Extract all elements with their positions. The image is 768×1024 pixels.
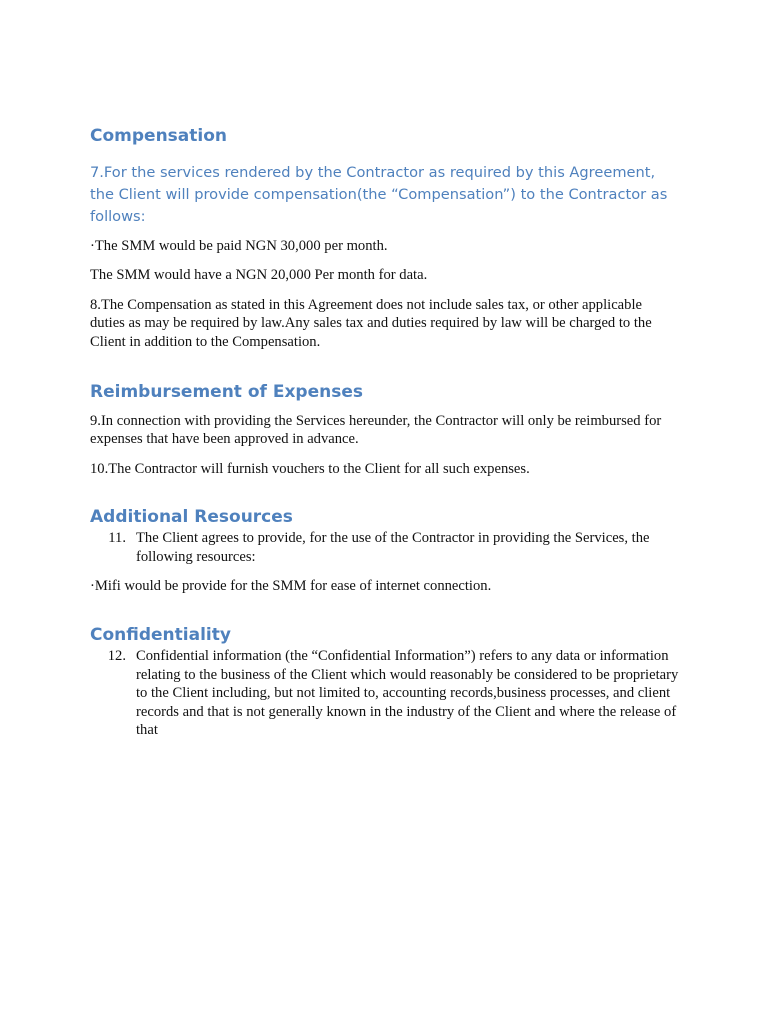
additional-resources-heading: Additional Resources bbox=[90, 507, 293, 528]
clause-number: 12. bbox=[107, 648, 126, 665]
resources-mifi: ·Mifi would be provide for the SMM for ease of internet connection. bbox=[90, 578, 492, 595]
document-page bbox=[90, 124, 680, 751]
clause-number: 11. bbox=[108, 530, 126, 547]
clause-text: The Client agrees to provide, for the use of the Contractor in providing the Services, the following resources: bbox=[136, 530, 650, 565]
compensation-clause-7: 7.For the services rendered by the Contractor as required by this Agreement, the Client will provide compensation(the “Compensation”) to the Contractor as follows: bbox=[90, 164, 668, 225]
compensation-heading: Compensation bbox=[90, 126, 227, 146]
confidentiality-clause-12 bbox=[90, 647, 680, 739]
resources-clause-11 bbox=[90, 529, 680, 566]
compensation-data-allowance: The SMM would have a NGN 20,000 Per month for data. bbox=[90, 267, 428, 284]
confidentiality-heading: Confidentiality bbox=[90, 625, 231, 646]
compensation-monthly-pay: ·The SMM would be paid NGN 30,000 per month. bbox=[90, 238, 388, 254]
clause-text: Confidential information (the “Confidential Information”) refers to any data or information relating to the business of the Client which would reasonably be considered to be proprietary to the Client including, but not limited to, accounting records,business processes, and client records and that is not generally known in the industry of the Client and where the release of that bbox=[136, 648, 679, 739]
reimbursement-heading: Reimbursement of Expenses bbox=[90, 382, 363, 403]
reimbursement-clause-9: 9.In connection with providing the Services hereunder, the Contractor will only be reimbursed for expenses that have been approved in advance. bbox=[90, 413, 662, 448]
compensation-clause-8: 8.The Compensation as stated in this Agreement does not include sales tax, or other applicable duties as may be required by law.Any sales tax and duties required by law will be charged to the Client in addition to the Compensation. bbox=[90, 296, 652, 350]
reimbursement-clause-10: 10.The Contractor will furnish vouchers to the Client for all such expenses. bbox=[90, 460, 530, 477]
